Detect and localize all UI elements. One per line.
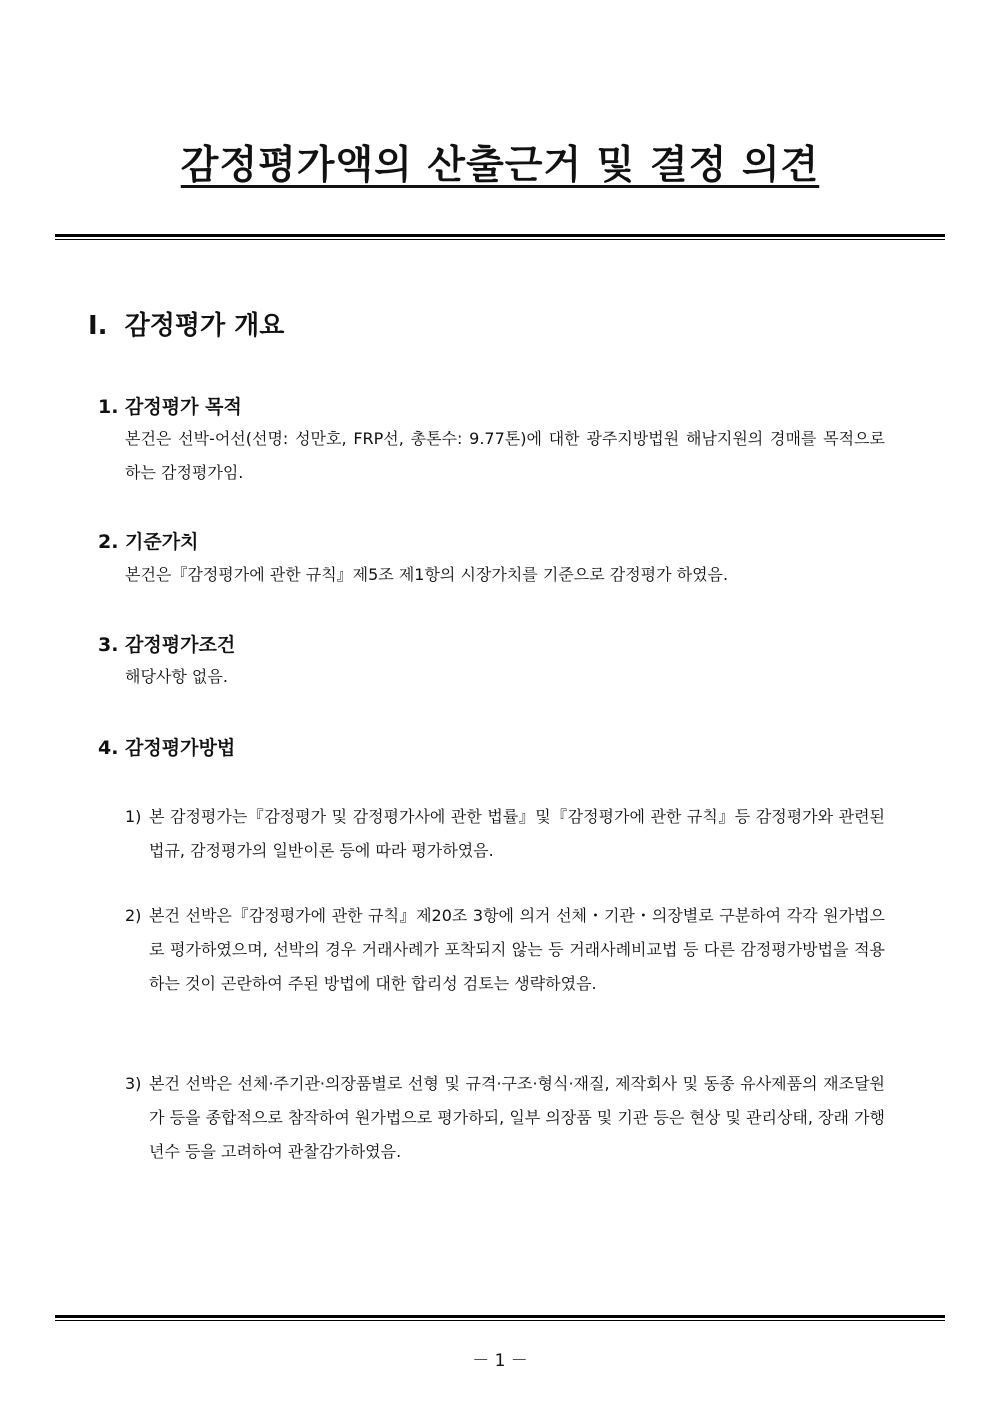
subsection-text-purpose: 본건은 선박-어선(선명: 성만호, FRP선, 총톤수: 9.77톤)에 대한 광주지방법원 해남지원의 경매를 목적으로 하는 감정평가임. <box>125 429 885 482</box>
method-item-number: 3) <box>125 1074 142 1093</box>
subsection-text-base-value: 본건은『감정평가에 관한 규칙』제5조 제1항의 시장가치를 기준으로 감정평가 하였음. <box>125 565 729 584</box>
subsection-heading-conditions: 3. 감정평가조건 <box>98 634 236 656</box>
section-title <box>88 305 284 342</box>
subsection-heading-method: 4. 감정평가방법 <box>98 737 236 759</box>
method-item <box>125 899 885 1001</box>
footer-divider <box>55 1315 945 1321</box>
section-number: Ⅰ. <box>88 311 108 341</box>
method-item-text: 본 감정평가는『감정평가 및 감정평가사에 관한 법률』및『감정평가에 관한 규칙』등 감정평가와 관련된 법규, 감정평가의 일반이론 등에 따라 평가하였음. <box>149 807 885 860</box>
subsection-heading-base-value: 2. 기준가치 <box>98 531 199 553</box>
method-item-text: 본건 선박은『감정평가에 관한 규칙』제20조 3항에 의거 선체・기관・의장별로 구분하여 각각 원가법으로 평가하였으며, 선박의 경우 거래사례가 포착되지 않는 등 거래사례비교법 등 다른 감정평가방법을 적용하는 것이 곤란하여 주된 방법에 대한 합리성 검토는 생략하였음. <box>149 906 885 993</box>
method-item-number: 2) <box>125 906 142 925</box>
method-item-text: 본건 선박은 선체·주기관·의장품별로 선형 및 규격·구조·형식·재질, 제작회사 및 동종 유사제품의 재조달원가 등을 종합적으로 참작하여 원가법으로 평가하되, 일부 의장품 및 기관 등은 현상 및 관리상태, 장래 가행 년수 등을 고려하여 관찰감가하였음. <box>149 1074 885 1161</box>
method-item <box>125 1067 885 1169</box>
header-divider <box>55 234 945 240</box>
page-title: 감정평가액의 산출근거 및 결정 의견 <box>180 143 820 188</box>
method-item-number: 1) <box>125 807 142 826</box>
subsection-text-conditions: 해당사항 없음. <box>125 667 228 686</box>
subsection-heading-purpose: 1. 감정평가 목적 <box>98 396 242 418</box>
page-number: － 1 － <box>472 1351 528 1371</box>
method-item <box>125 800 885 868</box>
section-label: 감정평가 개요 <box>124 311 285 341</box>
